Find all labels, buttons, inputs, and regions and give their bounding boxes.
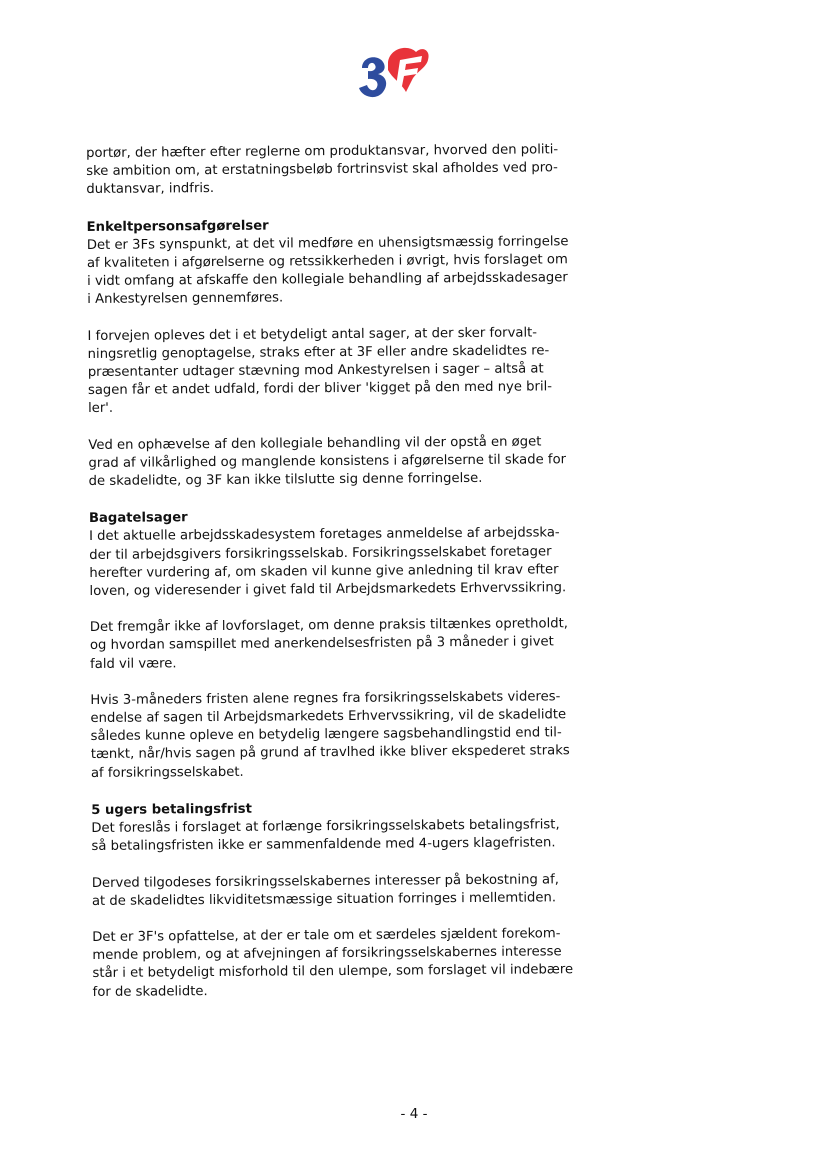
section-heading: 5 ugers betalingsfrist	[91, 801, 252, 818]
section-paragraph: Det er 3F's opfattelse, at der er tale om et særdeles sjældent forekom- mende problem, og at afvejningen af forsikringsselskabernes interesse står i et betydeligt misforhold til den ulempe, som forslaget vil indebære for de skadelidte.	[92, 926, 574, 1000]
page-number: - 4 -	[400, 1106, 428, 1122]
section-paragraph: Ved en ophævelse af den kollegiale behandling vil der opstå en øget grad af vilkårlighed og manglende konsistens i afgørelserne til skade for de skadelidte, og 3F kan ikke tilslutte sig denne forringelse.	[88, 434, 567, 490]
section-enkeltpersonsafgorelser	[87, 215, 609, 492]
section-bagatelsager	[89, 506, 611, 783]
section-paragraph: Det fremgår ikke af lovforslaget, om denne praksis tiltænkes opretholdt, og hvordan samspillet med anerkendelsesfristen på 3 måneder i givet fald vil være.	[89, 616, 569, 672]
3f-logo	[356, 40, 432, 100]
intro-paragraph: portør, der hæfter efter reglerne om produktansvar, hvorved den politi- ske ambition om, at erstatningsbeløb fortrinsvist skal afholdes ved pro- duktansvar, indfris.	[86, 142, 559, 198]
letter-body	[86, 141, 613, 1020]
section-paragraph: Det er 3Fs synspunkt, at det vil medføre en uhensigtsmæssig forringelse af kvaliteten i afgørelserne og retssikkerheden i øvrigt, hvis forslaget om i vidt omfang at afskaffe den kollegiale behandling af arbejdsskadesager i Ankestyrelsen gennemføres.	[86, 234, 569, 308]
section-paragraph: Derved tilgodeses forsikringsselskabernes interesser på bekostning af, at de skadelidtes likviditetsmæssige situation forringes i mellemtiden.	[91, 871, 559, 909]
section-paragraph: Det foreslås i forslaget at forlænge forsikringsselskabets betalingsfrist, så betalingsfristen ikke er sammenfaldende med 4-ugers klagefristen.	[91, 817, 560, 855]
section-heading: Bagatelsager	[88, 510, 188, 527]
section-betalingsfrist	[91, 798, 613, 1002]
section-paragraph: I det aktuelle arbejdsskadesystem foretages anmeldelse af arbejdsska- der til arbejdsgivers forsikringsselskab. Forsikringsselskabet foretager herefter vurdering af, om skaden vil kunne give anledning til krav efter loven, og videresender i givet fald til Arbejdsmarkedets Erhvervssikring.	[89, 525, 567, 600]
section-paragraph: I forvejen opleves det i et betydeligt antal sager, at der sker forvalt- ningsretlig genoptagelse, straks efter at 3F eller andre skadelidtes re- præsentanter udtager stævning mod Ankestyrelsen i sager – altså at sagen får et andet udfald, fordi der bliver 'kigget på den med nye bril- ler'.	[87, 325, 553, 417]
section-paragraph: Hvis 3-måneders fristen alene regnes fra forsikringsselskabets videres- endelse af sagen til Arbejdsmarkedets Erhvervssikring, vil de skadelidte således kunne opleve en betydelig længere sagsbehandlingstid end til- tænkt, når/hvis sagen på grund af travlhed ikke bliver ekspederet straks af forsikringsselskabet.	[90, 689, 570, 781]
section-heading: Enkeltpersonsafgørelser	[86, 218, 269, 235]
